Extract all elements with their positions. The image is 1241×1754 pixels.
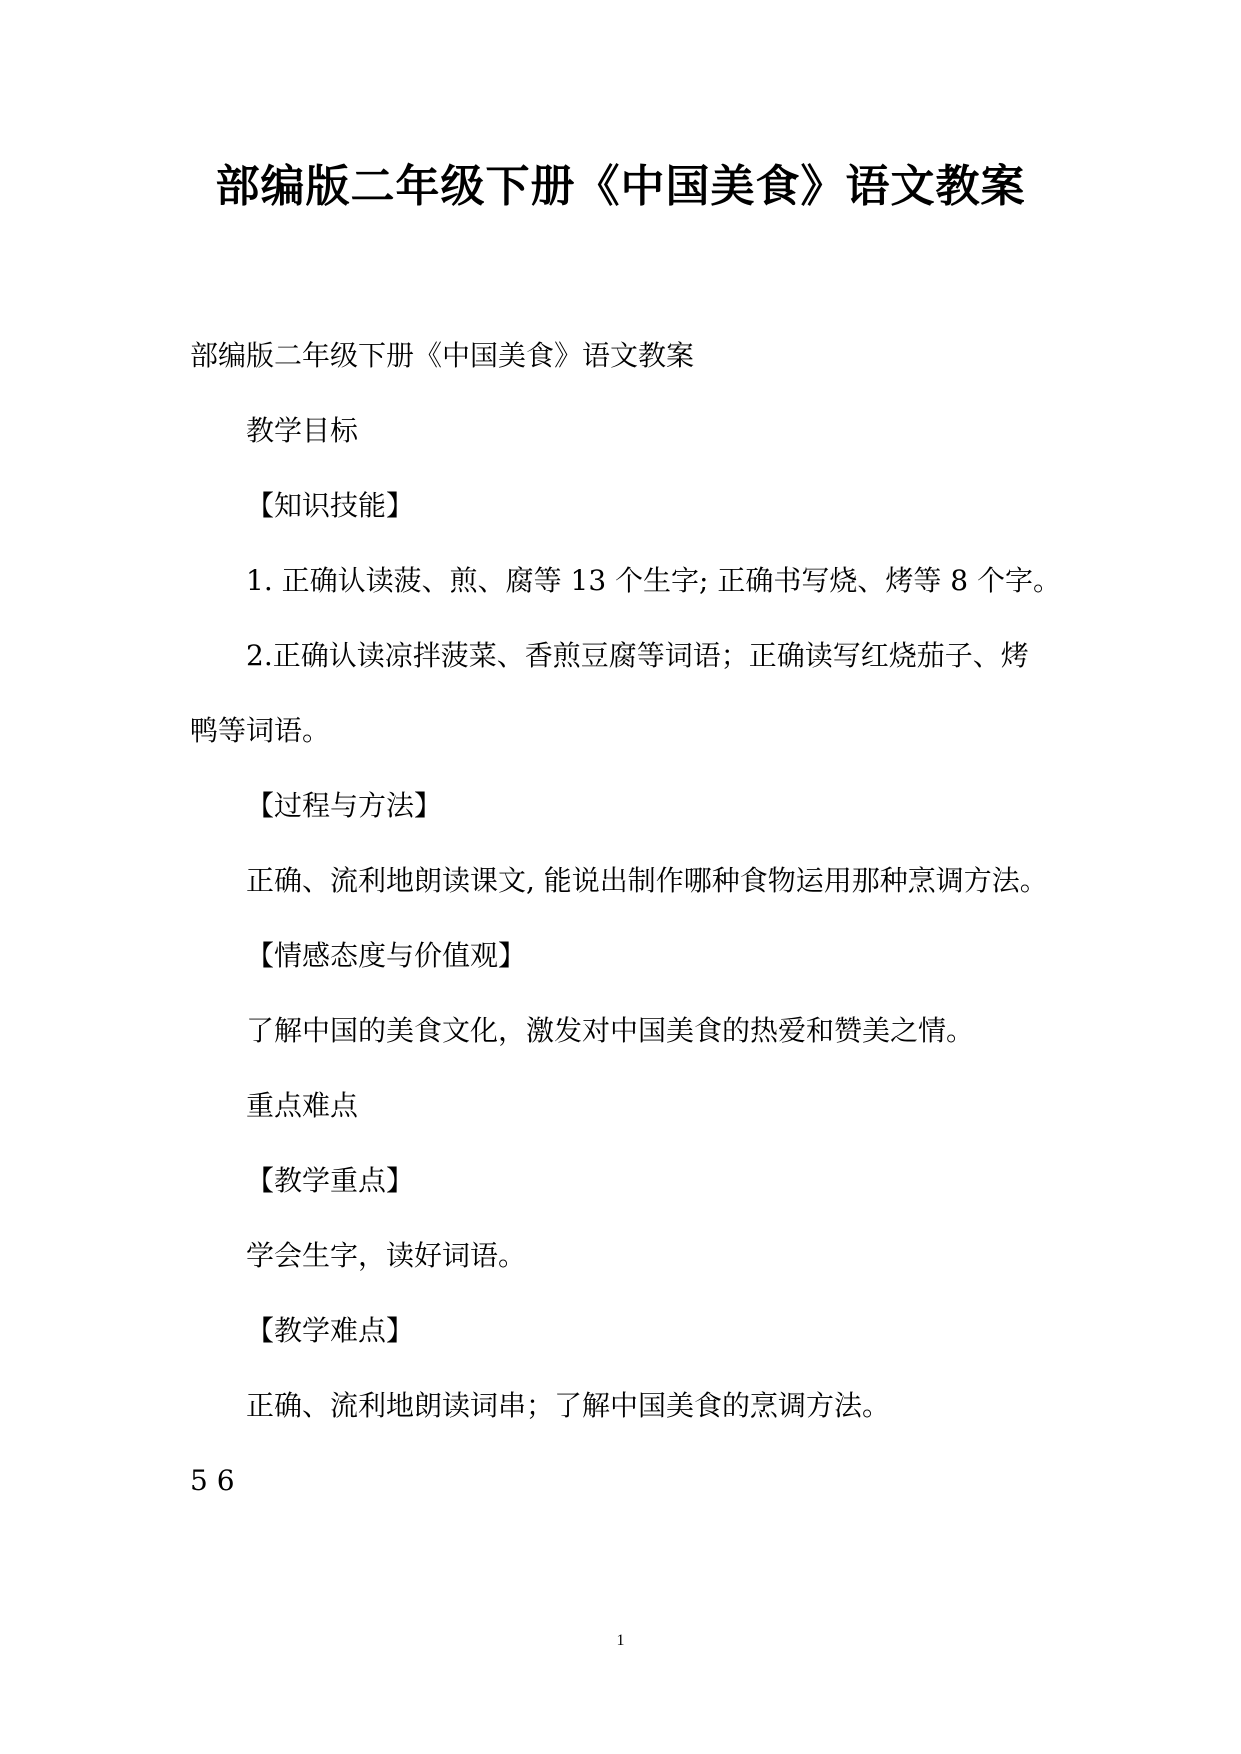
stray-numbers: 5 6 [190, 1464, 235, 1497]
section-heading-key-difficult: 重点难点 [246, 1089, 359, 1122]
subtitle-line: 部编版二年级下册《中国美食》语文教案 [190, 339, 695, 372]
subsection-knowledge-skills: 【知识技能】 [246, 489, 415, 522]
subsection-key-points: 【教学重点】 [246, 1164, 415, 1197]
subsection-attitude-values: 【情感态度与价值观】 [246, 939, 527, 972]
paragraph-process: 正确、流利地朗读课文, 能说出制作哪种食物运用那种烹调方法。 [246, 864, 1048, 897]
paragraph-attitude: 了解中国的美食文化，激发对中国美食的热爱和赞美之情。 [246, 1014, 975, 1047]
document-title: 部编版二年级下册《中国美食》语文教案 [215, 161, 1026, 212]
paragraph-goal-1: 1. 正确认读菠、煎、腐等 13 个生字; 正确书写烧、烤等 8 个字。 [246, 564, 1061, 597]
paragraph-key-points: 学会生字，读好词语。 [246, 1239, 527, 1272]
subsection-difficult-points: 【教学难点】 [246, 1314, 415, 1347]
paragraph-goal-2-continued: 鸭等词语。 [190, 714, 331, 747]
page-number: 1 [616, 1632, 625, 1649]
subsection-process-methods: 【过程与方法】 [246, 789, 443, 822]
section-heading-teaching-goals: 教学目标 [246, 414, 359, 447]
paragraph-difficult-points: 正确、流利地朗读词串；了解中国美食的烹调方法。 [246, 1389, 891, 1422]
paragraph-goal-2: 2.正确认读凉拌菠菜、香煎豆腐等词语；正确读写红烧茄子、烤 [246, 639, 1029, 672]
